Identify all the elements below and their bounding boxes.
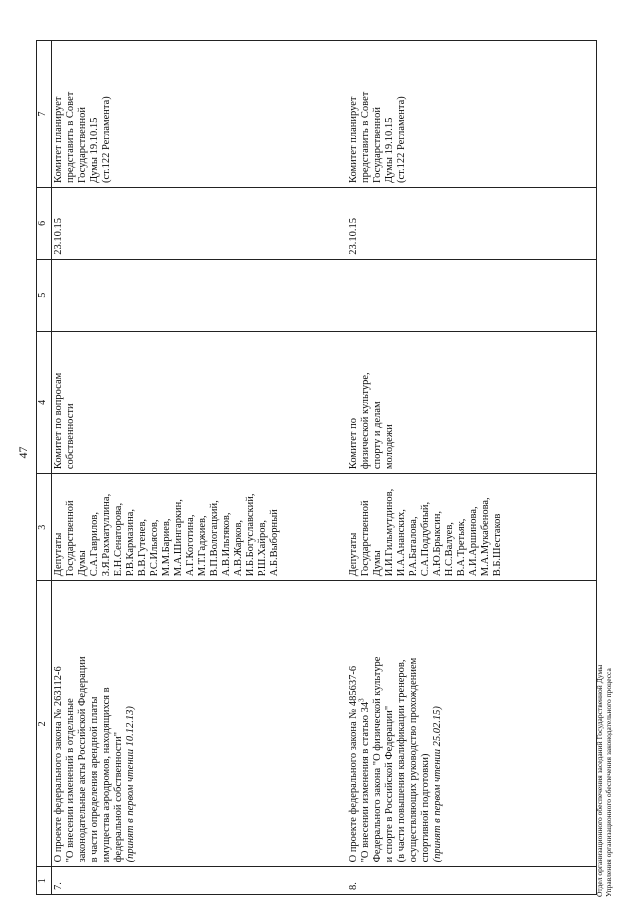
first-reading-note: (принят в первом чтении 25.02.15): [431, 706, 443, 863]
initiators-cell: [347, 474, 597, 581]
initiator-line: М.М.Бариев,: [161, 518, 172, 577]
initiator-line: А.Ю.Брыксин,: [431, 510, 443, 577]
committee-line: собственности: [65, 403, 76, 470]
footer: [595, 665, 613, 897]
bill-text-line: в части определения арендной платы: [89, 696, 100, 863]
date-cell: 23.10.15: [52, 188, 347, 260]
committee-line: молодежи: [383, 424, 395, 470]
plan-line: (ст.122 Регламента): [101, 96, 112, 183]
table-row: [52, 41, 347, 895]
initiator-line: В.В.Гутенев,: [137, 518, 148, 577]
plan-line: представить в Совет: [359, 91, 371, 183]
bill-text-line: законодательные акты Российской Федерации: [77, 656, 88, 863]
initiator-line: Р.Ш.Хайров,: [257, 519, 268, 577]
column-header-6: 6: [37, 188, 52, 260]
committee-cell: [347, 331, 597, 474]
initiator-line: Депутаты: [347, 532, 359, 577]
initiator-line: И.Б.Богуславский,: [245, 493, 256, 577]
footer-line: Отдел организационного обеспечения заседаний Государственной Думы: [595, 664, 604, 897]
committee-line: Комитет по: [347, 417, 359, 470]
bill-text-line: О проекте федерального закона № 263112-6: [53, 666, 64, 863]
initiator-line: Р.В.Кармазина,: [125, 508, 136, 577]
initiator-line: М.Т.Гаджиев,: [197, 515, 208, 577]
plan-cell: [52, 41, 347, 188]
plan-line: Думы 19.10.15: [89, 117, 100, 183]
initiator-line: И.А.Ананских,: [395, 509, 407, 577]
column-header-7: 7: [37, 41, 52, 188]
column-header-1: 1: [37, 867, 52, 895]
committee-cell: [52, 331, 347, 474]
bill-text-line: имущества аэродромов, находящихся в: [101, 687, 112, 863]
initiator-line: С.А.Гаврилов,: [89, 512, 100, 577]
initiator-line: Государственной: [65, 500, 76, 577]
bill-title-cell: [347, 581, 597, 867]
column-5-cell: [347, 259, 597, 331]
initiator-line: Е.Н.Сенаторова,: [113, 502, 124, 577]
bill-text-line: и спорте в Российской Федерации": [383, 705, 395, 863]
initiator-line: А.И.Аршинова,: [467, 506, 479, 577]
initiator-line: З.Я.Рахматуллина,: [101, 493, 112, 577]
bill-text-line: осуществляющих руководство прохождением: [407, 657, 419, 863]
initiator-line: Думы: [77, 550, 88, 577]
column-header-2: 2: [37, 581, 52, 867]
row-number: 8.: [347, 867, 597, 895]
plan-line: Государственной: [77, 107, 88, 183]
initiator-line: Думы: [371, 550, 383, 577]
initiator-line: С.А.Поддубный,: [419, 501, 431, 577]
initiator-line: В.А.Третьяк,: [455, 518, 467, 577]
initiator-line: Р.С.Ильясов,: [149, 519, 160, 577]
plan-cell: [347, 41, 597, 188]
committee-line: спорту и делам: [371, 401, 383, 470]
initiator-line: М.А.Мукабенова,: [479, 497, 491, 577]
committee-line: физической культуре,: [359, 372, 371, 470]
column-header-4: 4: [37, 331, 52, 474]
plan-line: представить в Совет: [65, 91, 76, 183]
initiators-cell: [52, 474, 347, 581]
initiator-line: Р.А.Баталова,: [407, 516, 419, 577]
bill-text-line: спортивной подготовки): [419, 753, 431, 863]
initiator-line: А.Г.Коготина,: [185, 514, 196, 577]
first-reading-note: (принят в первом чтении 10.12.13): [125, 706, 136, 863]
plan-line: Комитет планирует: [347, 96, 359, 183]
bills-table: [36, 40, 597, 895]
page-number: 47: [16, 446, 30, 459]
column-header-row: [37, 41, 52, 895]
initiator-line: В.Б.Шестаков: [491, 513, 503, 577]
initiator-line: Государственной: [359, 500, 371, 577]
date-cell: 23.10.15: [347, 188, 597, 260]
table-row: [347, 41, 597, 895]
initiator-line: Депутаты: [53, 532, 64, 577]
column-header-5: 5: [37, 259, 52, 331]
bill-text-line: (в части повышения квалификации тренеров,: [395, 659, 407, 863]
bill-text-line: "О внесении изменений в отдельные: [65, 698, 76, 863]
plan-line: Государственной: [371, 107, 383, 183]
plan-line: Комитет планирует: [53, 96, 64, 183]
initiator-line: Н.С.Валуев,: [443, 522, 455, 577]
committee-line: Комитет по вопросам: [53, 372, 64, 470]
initiator-line: И.И.Гильмутдинов,: [383, 488, 395, 577]
column-header-3: 3: [37, 474, 52, 581]
bill-text-line: О проекте федерального закона № 485637-6: [347, 665, 359, 863]
initiator-line: А.В.Жарков,: [233, 519, 244, 577]
initiator-line: А.Б.Выборный: [269, 509, 280, 577]
superscript: 3: [357, 698, 365, 702]
bill-text-fragment: "О внесении изменения в статью 34: [359, 701, 371, 863]
row-number: 7.: [52, 867, 347, 895]
bill-text-line: [357, 585, 372, 863]
plan-line: Думы 19.10.15: [383, 117, 395, 183]
column-5-cell: [52, 259, 347, 331]
initiator-line: А.В.Ильтяков,: [221, 512, 232, 577]
initiator-line: М.А.Шингаркин,: [173, 499, 184, 577]
footer-line: Управления организационного обеспечения законодательного процесса: [604, 668, 613, 897]
bill-text-line: Федерального закона "О физической культуре: [371, 656, 383, 863]
initiator-line: В.П.Вологацкий,: [209, 500, 220, 577]
bill-title-cell: [52, 581, 347, 867]
plan-line: (ст.122 Регламента): [395, 96, 407, 183]
bill-text-line: федеральной собственности": [113, 731, 124, 863]
